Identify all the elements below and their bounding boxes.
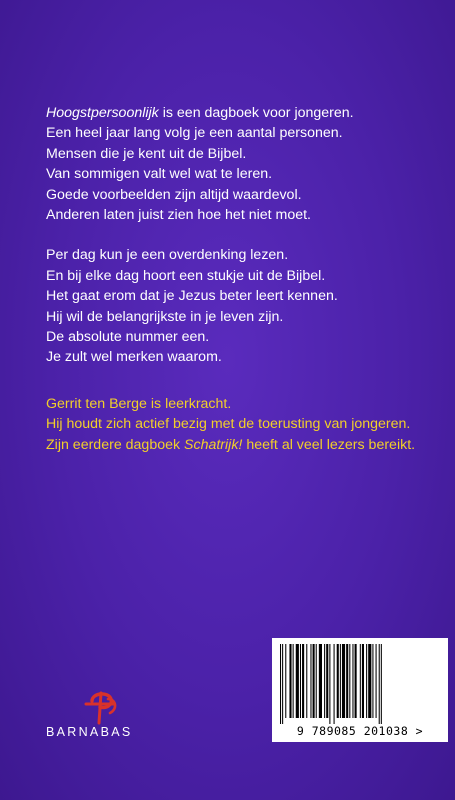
barcode-bar	[360, 644, 361, 718]
book-title: Hoogstpersoonlijk	[46, 105, 159, 121]
barcode-bar	[376, 644, 377, 718]
barcode-bar	[289, 644, 291, 718]
barcode-bar	[340, 644, 341, 718]
blurb-line: Hij wil de belangrijkste in je leven zijn.	[46, 308, 284, 325]
blurb-line: Je zult wel merken waarom.	[46, 349, 222, 366]
barcode-bar	[366, 644, 367, 718]
barcode-bar	[324, 644, 325, 718]
barcode-bar	[355, 644, 357, 718]
barcode-bar	[334, 644, 335, 724]
previous-book-title: Schatrijk!	[184, 436, 243, 453]
barcode-bar	[282, 644, 283, 724]
isbn-number: 9 789085 201038 >	[296, 724, 424, 738]
barcode-bar	[285, 644, 286, 718]
author-line: Hij houdt zich actief bezig met de toerusting van jongeren.	[46, 416, 411, 433]
blurb-line: Goede voorbeelden zijn altijd waardevol.	[46, 186, 302, 203]
blurb-text	[46, 103, 446, 368]
blurb-line: De absolute nummer een.	[46, 329, 210, 346]
blurb-line: Anderen laten juist zien hoe het niet moet.	[46, 207, 312, 224]
barnabas-logo-icon	[78, 685, 128, 725]
blurb-line: Het gaat erom dat je Jezus beter leert kennen.	[46, 288, 338, 305]
blurb-line: En bij elke dag hoort een stukje uit de Bijbel.	[46, 267, 326, 284]
barcode-bars	[278, 644, 442, 724]
barcode-bar	[293, 644, 294, 718]
barcode-bar	[372, 644, 373, 718]
barcode-bar	[280, 644, 281, 724]
barcode-bar	[329, 644, 330, 724]
barcode-bar	[346, 644, 348, 718]
blurb-line: Hoogstpersoonlijk is een dagboek voor jongeren.	[46, 105, 354, 121]
blurb-line: Mensen die je kent uit de Bijbel.	[46, 145, 247, 162]
barcode-bar	[316, 644, 317, 718]
barcode-bar	[310, 644, 311, 718]
blurb-line: Een heel jaar lang volg je een aantal personen.	[46, 125, 343, 142]
barcode-bar	[306, 644, 307, 718]
author-line: Zijn eerdere dagboek Schatrijk! heeft al veel lezers bereikt.	[46, 436, 416, 453]
barcode-bar	[362, 644, 364, 718]
barcode-bar	[379, 644, 380, 724]
author-bio	[46, 394, 426, 455]
barcode	[272, 638, 448, 742]
barcode-bar	[368, 644, 371, 718]
author-line: Gerrit ten Berge is leerkracht.	[46, 396, 232, 412]
barcode-bar	[319, 644, 322, 718]
blurb-line: Per dag kun je een overdenking lezen.	[46, 247, 289, 264]
publisher-name: BARNABAS	[46, 725, 133, 739]
barcode-bar	[326, 644, 328, 718]
barcode-bar	[381, 644, 382, 724]
barcode-bar	[352, 644, 353, 718]
barcode-bar	[337, 644, 339, 718]
barcode-bar	[349, 644, 350, 718]
barcode-bar	[313, 644, 315, 718]
barcode-bar	[296, 644, 299, 718]
barcode-bar	[342, 644, 345, 718]
barcode-bar	[300, 644, 301, 718]
blurb-line: Van sommigen valt wel wat te leren.	[46, 166, 273, 183]
barcode-bar	[302, 644, 304, 718]
